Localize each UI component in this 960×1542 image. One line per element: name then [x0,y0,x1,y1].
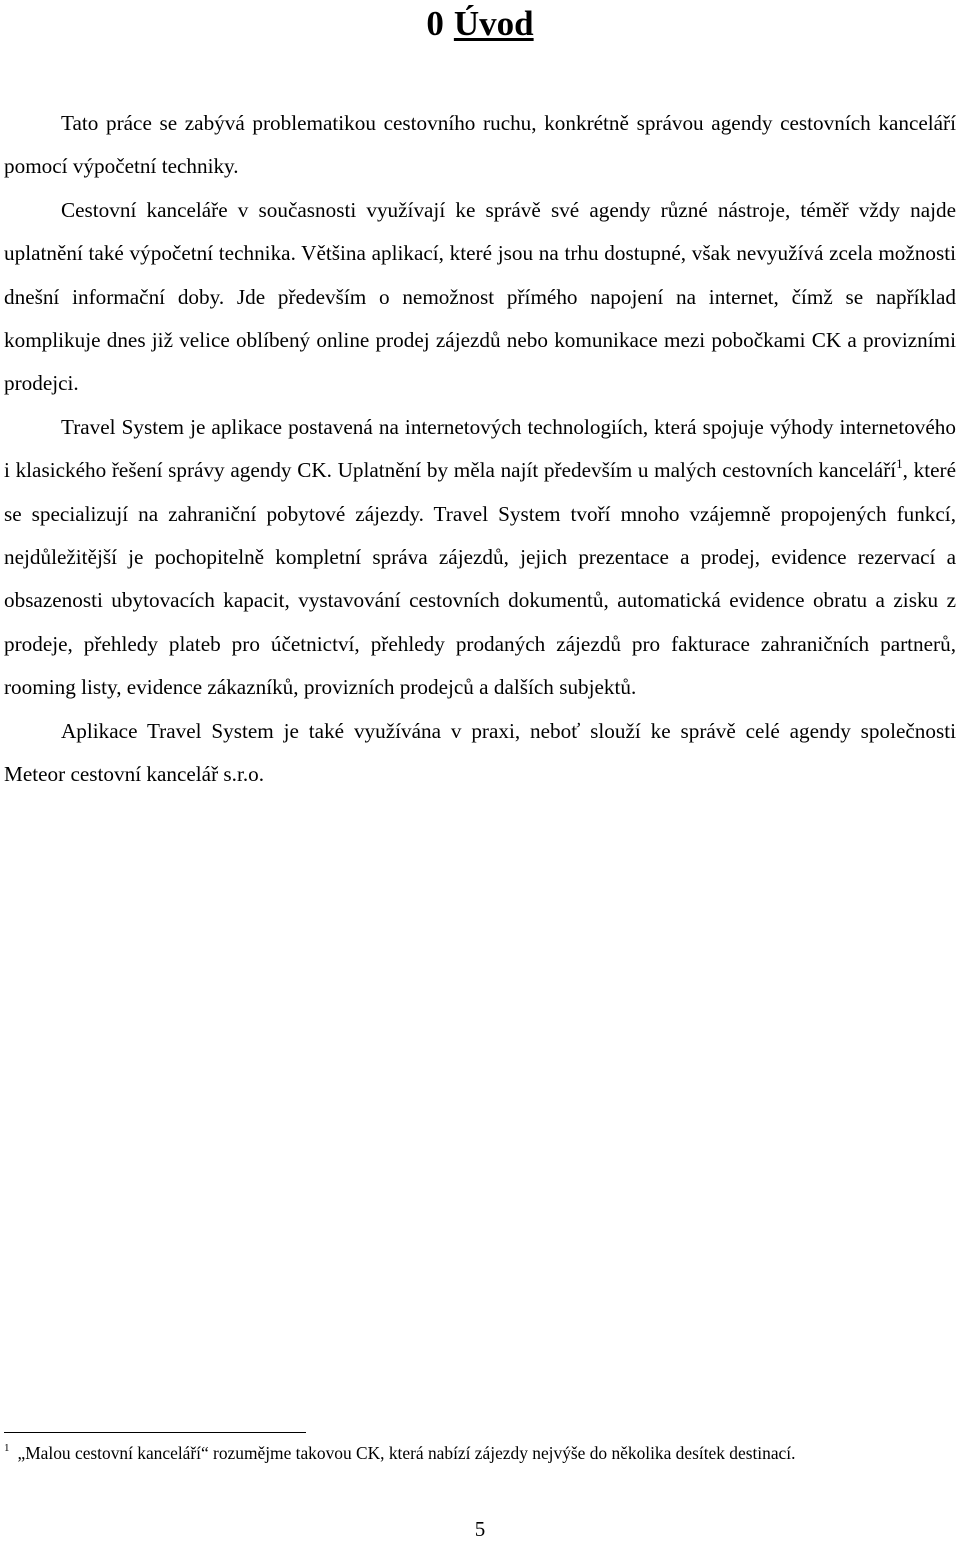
chapter-heading [0,2,960,46]
paragraph-travel-system-part2: , které se specializují na zahraniční pobytové zájezdy. Travel System tvoří mnoho vzájemně propojených funkcí, nejdůležitější je pochopitelně kompletní správa zájezdů, jejich prezentace a prodej, evidence rezervací a obsazenosti ubytovacích kapacit, vystavování cestovních dokumentů, automatická evidence obratu a zisku z prodeje, přehledy plateb pro účetnictví, přehledy prodaných zájezdů pro fakturace zahraničních partnerů, rooming listy, evidence zákazníků, provizních prodejců a dalších subjektů. [4,458,956,700]
footnote-text: „Malou cestovní kanceláří“ rozumějme takovou CK, která nabízí zájezdy nejvýše do několika desítek destinací. [17,1443,796,1463]
paragraph-intro: Tato práce se zabývá problematikou cestovního ruchu, konkrétně správou agendy cestovních kanceláří pomocí výpočetní techniky. [4,111,956,179]
page-number: 5 [474,1517,486,1541]
footnote-mark: 1 [4,1442,10,1454]
footnote-reference: 1 [896,456,903,472]
chapter-number: 0 [426,4,444,43]
paragraph-usage: Aplikace Travel System je také využívána v praxi, neboť slouží ke správě celé agendy společnosti Meteor cestovní kancelář s.r.o. [4,718,956,787]
footnote-separator [4,1432,306,1433]
chapter-title: Úvod [453,4,534,43]
body-text [4,102,956,797]
paragraph-travel-system [4,406,956,710]
footnote [4,1441,960,1465]
paragraph-tools: Cestovní kanceláře v současnosti využívají ke správě své agendy různé nástroje, téměř vždy najde uplatnění také výpočetní technika. Většina aplikací, které jsou na trhu dostupné, však nevyužívá zcela možnosti dnešní informační doby. Jde především o nemožnost přímého napojení na internet, čímž se například komplikuje dnes již velice oblíbený online prodej zájezdů nebo komunikace mezi pobočkami CK a provizními prodejci. [4,197,956,396]
paragraph-travel-system-part1: Travel System je aplikace postavená na internetových technologiích, která spojuje výhody internetového i klasického řešení správy agendy CK. Uplatnění by měla najít především u malých cestovních kanceláří [4,414,956,483]
